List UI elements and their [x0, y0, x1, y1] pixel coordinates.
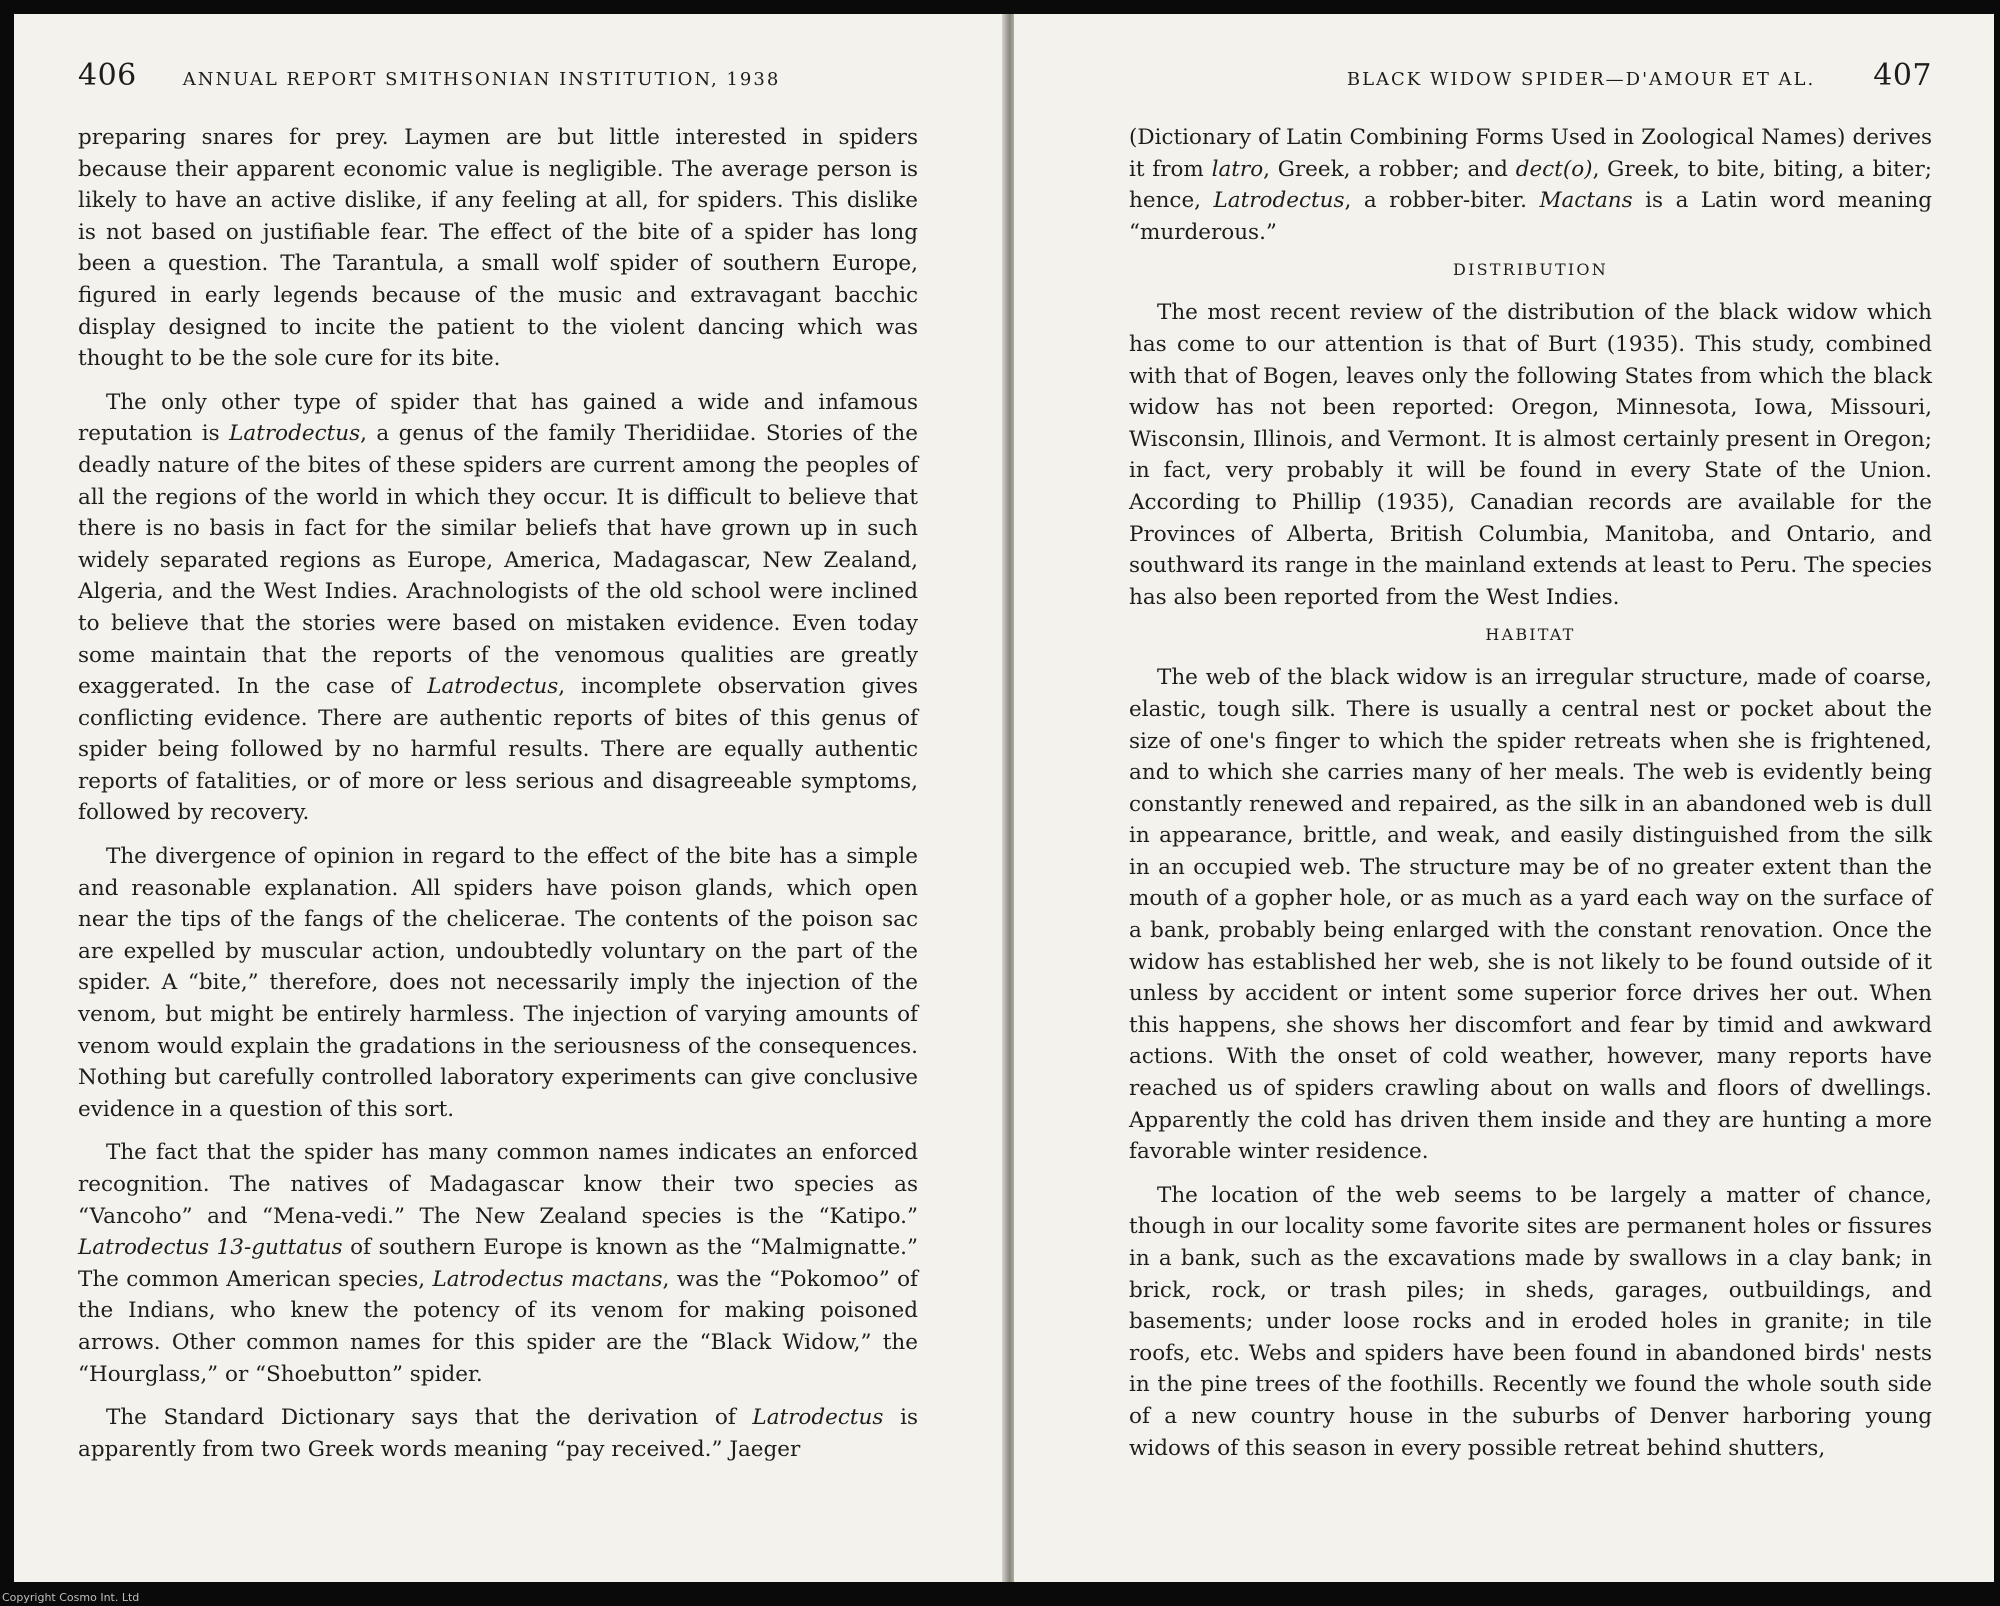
- right-body-text: [1129, 122, 1932, 1464]
- right-running-head: [1129, 58, 1932, 114]
- paragraph: [78, 1402, 918, 1465]
- text-run: , Greek, to bite, biting, a biter; hence,: [1129, 156, 1932, 214]
- paragraph: [1129, 297, 1932, 613]
- italic-term: Latrodectus 13-guttatus: [78, 1235, 343, 1261]
- left-page: [14, 14, 1006, 1582]
- text-run: The only other type of spider that has gained a wide and infamous reputation is: [78, 389, 918, 447]
- text-run: , a genus of the family Theridiidae. Stories of the deadly nature of the bites of these spiders are current among the peoples of all the regions of the world in which they occur. It is difficult to believe that there is no basis in fact for the similar beliefs that have grown up in such widely separated regions as Europe, America, Madagascar, New Zealand, Algeria, and the West Indies. Arachnologists of the old school were inclined to believe that the stories were based on mistaken evidence. Even today some maintain that the reports of the venomous qualities are greatly exaggerated. In the case of: [78, 421, 918, 700]
- text-run: (Dictionary of Latin Combining Forms Used in Zoological Names) derives it from: [1129, 125, 1932, 182]
- paragraph: [78, 841, 918, 1125]
- text-run: The most recent review of the distribution of the black widow which has come to our attention is that of Burt (1935). This study, combined with that of Bogen, leaves only the following States from which the black widow has not been reported: Oregon, Minnesota, Iowa, Missouri, Wisconsin, Illinois, and Vermont. It is almost certainly present in Oregon; in fact, very probably it will be found in every State of the Union. According to Phillip (1935), Canadian records are available for the Provinces of Alberta, British Columbia, Manitoba, and Ontario, and southward its range in the mainland extends at least to Peru. The species has also been reported from the West Indies.: [1129, 300, 1933, 610]
- italic-term: Mactans: [1539, 188, 1633, 214]
- text-run: of southern Europe is known as the “Malmignatte.” The common American species,: [78, 1235, 918, 1292]
- italic-term: latro: [1211, 156, 1264, 182]
- text-run: The web of the black widow is an irregular structure, made of coarse, elastic, tough silk. There is usually a central nest or pocket about the size of one's finger to which the spider retreats when she is frightened, and to which she carries many of her meals. The web is evidently being constantly renewed and repaired, as the silk in an abandoned web is dull in appearance, brittle, and weak, and easily distinguished from the silk in an occupied web. The structure may be of no greater extent than the mouth of a gopher hole, or as much as a yard each way on the surface of a bank, probably being enlarged with the constant renovation. Once the widow has established her web, she is not likely to be found outside of it unless by accident or intent some superior force drives her out. When this happens, she shows her discomfort and fear by timid and awkward actions. With the onset of cold weather, however, many reports have reached us of spiders crawling about on walls and floors of dwellings. Apparently the cold has driven them inside and they are hunting a more favorable winter residence.: [1129, 665, 1932, 1165]
- italic-term: dect(o): [1515, 156, 1593, 182]
- section-heading: HABITAT: [1485, 625, 1576, 645]
- text-run: is apparently from two Greek words meaning “pay received.” Jaeger: [78, 1405, 918, 1462]
- copyright-watermark: Copyright Cosmo Int. Ltd: [2, 1591, 140, 1604]
- text-run: is a Latin word meaning “murderous.”: [1129, 188, 1932, 245]
- paragraph: [78, 387, 918, 829]
- paragraph: [1129, 662, 1932, 1168]
- text-run: , a robber-biter.: [1344, 188, 1540, 214]
- running-head-title: BLACK WIDOW SPIDER—D'AMOUR ET AL.: [1346, 69, 1816, 90]
- text-run: The Standard Dictionary says that the derivation of: [106, 1405, 753, 1431]
- italic-term: Latrodectus: [1213, 188, 1345, 214]
- left-body-text: [78, 122, 918, 1465]
- text-run: The location of the web seems to be largely a matter of chance, though in our locality some favorite sites are permanent holes or fissures in a bank, such as the excavations made by swallows in a clay bank; in brick, rock, or trash piles; in sheds, garages, outbuildings, and basements; under loose rocks and in eroded holes in granite; in tile roofs, etc. Webs and spiders have been found in abandoned birds' nests in the pine trees of the foothills. Recently we found the whole south side of a new country house in the suburbs of Denver harboring young widows of this season in every possible retreat behind shutters,: [1129, 1182, 1932, 1461]
- text-run: , Greek, a robber; and: [1263, 156, 1516, 182]
- paragraph: [1129, 1180, 1932, 1464]
- left-running-head: [78, 58, 918, 114]
- italic-term: Latrodectus mactans: [432, 1266, 663, 1292]
- running-head-title: ANNUAL REPORT SMITHSONIAN INSTITUTION, 1938: [182, 69, 781, 90]
- text-run: The fact that the spider has many common names indicates an enforced recognition. The natives of Madagascar know their two species as “Vancoho” and “Mena-vedi.” The New Zealand species is the “Katipo.”: [78, 1140, 918, 1229]
- section-heading: DISTRIBUTION: [1453, 260, 1608, 280]
- italic-term: Latrodectus: [229, 421, 361, 447]
- italic-term: Latrodectus: [427, 674, 559, 700]
- italic-term: Latrodectus: [752, 1405, 884, 1431]
- paragraph: [1129, 122, 1932, 248]
- paragraph: [78, 1137, 918, 1390]
- page-number: 406: [78, 58, 137, 93]
- text-run: , incomplete observation gives conflicting evidence. There are authentic reports of bites of this genus of spider being followed by no harmful results. There are equally authentic reports of fatalities, or of more or less serious and disagreeable symptoms, followed by recovery.: [78, 674, 918, 826]
- paragraph: [78, 122, 918, 375]
- right-page: [1014, 14, 1994, 1582]
- text-run: The divergence of opinion in regard to the effect of the bite has a simple and reasonable explanation. All spiders have poison glands, which open near the tips of the fangs of the chelicerae. The contents of the poison sac are expelled by muscular action, undoubtedly voluntary on the part of the spider. A “bite,” therefore, does not necessarily imply the injection of the venom, but might be entirely harmless. The injection of varying amounts of venom would explain the gradations in the seriousness of the consequences. Nothing but carefully controlled laboratory experiments can give conclusive evidence in a question of this sort.: [78, 844, 918, 1122]
- page-number: 407: [1873, 58, 1932, 93]
- text-run: preparing snares for prey. Laymen are but little interested in spiders because their apparent economic value is negligible. The average person is likely to have an active dislike, if any feeling at all, for spiders. This dislike is not based on justifiable fear. The effect of the bite of a spider has long been a question. The Tarantula, a small wolf spider of southern Europe, figured in early legends because of the music and extravagant bacchic display designed to incite the patient to the violent dancing which was thought to be the sole cure for its bite.: [78, 125, 918, 372]
- text-run: , was the “Pokomoo” of the Indians, who knew the potency of its venom for making poisoned arrows. Other common names for this spider are the “Black Widow,” the “Hourglass,” or “Shoebutton” spider.: [78, 1266, 918, 1387]
